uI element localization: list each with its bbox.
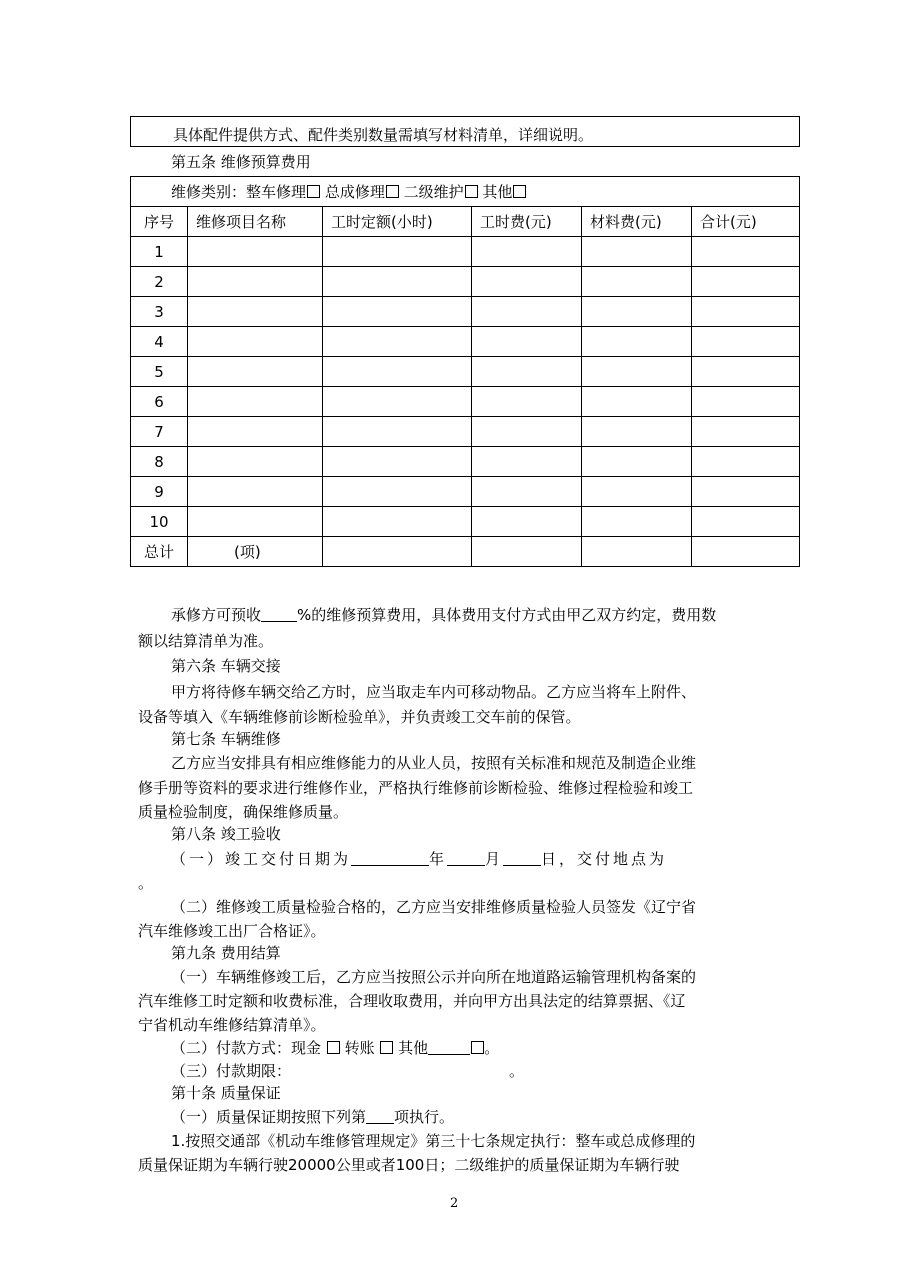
cell[interactable]	[692, 507, 800, 537]
cell[interactable]	[472, 507, 582, 537]
checkbox-secondary-maintenance[interactable]	[465, 185, 478, 198]
cell[interactable]	[582, 417, 692, 447]
row-number: 4	[131, 327, 188, 357]
cell[interactable]	[323, 537, 472, 567]
warranty-option-blank[interactable]	[366, 1109, 394, 1124]
cell[interactable]	[472, 477, 582, 507]
delivery-date-label: （一）竣工交付日期为	[171, 850, 352, 868]
row-number: 9	[131, 477, 188, 507]
checkbox-other[interactable]	[513, 185, 526, 198]
header-material-fee: 材料费(元)	[582, 207, 692, 237]
repair-category-label: 维修类别：	[171, 183, 247, 201]
cell[interactable]	[582, 537, 692, 567]
payment-term-label: （三）付款期限：	[171, 1062, 292, 1080]
cell[interactable]	[582, 477, 692, 507]
cell[interactable]	[188, 297, 323, 327]
table-row	[131, 237, 800, 267]
cell[interactable]	[692, 447, 800, 477]
article8-delivery-line	[171, 849, 803, 869]
total-row	[131, 537, 800, 567]
table-row	[131, 357, 800, 387]
cell[interactable]	[472, 327, 582, 357]
cell[interactable]	[323, 327, 472, 357]
cell[interactable]	[188, 237, 323, 267]
table-row	[131, 387, 800, 417]
article6-p2: 设备等填入《车辆维修前诊断检验单》，并负责竣工交车前的保管。	[138, 708, 581, 726]
cell[interactable]	[692, 417, 800, 447]
cell[interactable]	[472, 387, 582, 417]
header-seq: 序号	[131, 207, 188, 237]
article7-p3: 质量检验制度，确保维修质量。	[138, 803, 349, 821]
other-label: 其他	[398, 1039, 429, 1057]
prepay-text-a: 承修方可预收	[171, 606, 262, 624]
prepay-line-1	[171, 605, 803, 625]
article7-p2: 修手册等资料的要求进行维修作业，严格执行维修前诊断检验、维修过程检验和竣工	[138, 779, 694, 797]
article8-p2b: 汽车维修竣工出厂合格证》。	[138, 922, 326, 940]
day-location-label: 日，交付地点为	[541, 850, 668, 868]
warranty-option-end: 项执行。	[394, 1108, 455, 1126]
cell[interactable]	[472, 417, 582, 447]
cell[interactable]	[582, 267, 692, 297]
row-number: 6	[131, 387, 188, 417]
delivery-day-blank[interactable]	[503, 851, 541, 866]
cell[interactable]	[188, 267, 323, 297]
cell[interactable]	[692, 327, 800, 357]
payment-term-end: 。	[509, 1062, 525, 1080]
table-row	[131, 297, 800, 327]
payment-end: 。	[484, 1039, 500, 1057]
table-row	[131, 327, 800, 357]
cell[interactable]	[692, 477, 800, 507]
material-note-box	[130, 116, 800, 147]
cell[interactable]	[472, 357, 582, 387]
article7-p1: 乙方应当安排具有相应维修能力的从业人员，按照有关标准和规范及制造企业维	[171, 754, 697, 772]
checkbox-cash[interactable]	[327, 1041, 340, 1054]
checkbox-whole-vehicle[interactable]	[307, 185, 320, 198]
cell[interactable]	[472, 267, 582, 297]
cell[interactable]	[188, 387, 323, 417]
table-row	[131, 267, 800, 297]
cell[interactable]	[582, 297, 692, 327]
delivery-month-blank[interactable]	[447, 851, 485, 866]
cell[interactable]	[188, 327, 323, 357]
row-number: 1	[131, 237, 188, 267]
header-labor-hours: 工时定额(小时)	[323, 207, 472, 237]
checkbox-assembly[interactable]	[386, 185, 399, 198]
warranty-option-label: （一）质量保证期按照下列第	[171, 1108, 367, 1126]
table-row	[131, 447, 800, 477]
material-note-text: 具体配件提供方式、配件类别数量需填写材料清单，详细说明。	[173, 126, 594, 144]
payment-term-line	[171, 1061, 803, 1081]
budget-table	[130, 176, 800, 567]
total-label: 总计	[131, 537, 188, 567]
article9-p1b: 汽车维修工时定额和收费标准，合理收取费用，并向甲方出具法定的结算票据、《辽	[138, 992, 686, 1010]
row-number: 2	[131, 267, 188, 297]
article8-delivery-end: 。	[138, 874, 154, 892]
cash-label: 现金	[291, 1039, 322, 1057]
repair-category-row	[131, 177, 800, 207]
cell[interactable]	[472, 447, 582, 477]
article6-title: 第六条 车辆交接	[171, 657, 281, 675]
article10-title: 第十条 质量保证	[171, 1084, 281, 1102]
cell[interactable]	[582, 357, 692, 387]
checkbox-other-payment[interactable]	[471, 1041, 484, 1054]
checkbox-transfer[interactable]	[380, 1041, 393, 1054]
cell[interactable]	[323, 237, 472, 267]
row-number: 10	[131, 507, 188, 537]
cell[interactable]	[323, 447, 472, 477]
cell[interactable]	[582, 237, 692, 267]
article10-p2: 质量保证期为车辆行驶20000公里或者100日；二级维护的质量保证期为车辆行驶	[138, 1156, 680, 1174]
article9-title: 第九条 费用结算	[171, 944, 281, 962]
table-row	[131, 417, 800, 447]
prepay-line-2: 额以结算清单为准。	[138, 632, 274, 650]
article7-title: 第七条 车辆维修	[171, 730, 281, 748]
cell[interactable]	[188, 417, 323, 447]
transfer-label: 转账	[344, 1039, 375, 1057]
article10-p1: 1.按照交通部《机动车维修管理规定》第三十七条规定执行：整车或总成修理的	[171, 1132, 696, 1150]
cell[interactable]	[582, 327, 692, 357]
cell[interactable]	[582, 387, 692, 417]
warranty-option-line	[171, 1107, 803, 1127]
cell[interactable]	[692, 297, 800, 327]
article5-title: 第五条 维修预算费用	[171, 153, 311, 171]
article6-p1: 甲方将待修车辆交给乙方时，应当取走车内可移动物品。乙方应当将车上附件、	[171, 683, 697, 701]
header-labor-fee: 工时费(元)	[472, 207, 582, 237]
table-row	[131, 507, 800, 537]
payment-method-line	[171, 1038, 803, 1058]
cell[interactable]	[323, 417, 472, 447]
cell[interactable]	[692, 267, 800, 297]
row-number: 5	[131, 357, 188, 387]
year-label: 年	[429, 850, 448, 868]
cell[interactable]	[323, 267, 472, 297]
row-number: 8	[131, 447, 188, 477]
category-secondary-maintenance: 二级维护	[403, 183, 464, 201]
cell[interactable]	[692, 237, 800, 267]
cell[interactable]	[323, 507, 472, 537]
cell[interactable]	[692, 357, 800, 387]
cell[interactable]	[188, 357, 323, 387]
cell[interactable]	[582, 447, 692, 477]
payment-method-label: （二）付款方式：	[171, 1039, 292, 1057]
cell[interactable]	[472, 237, 582, 267]
cell[interactable]	[472, 297, 582, 327]
cell[interactable]	[323, 297, 472, 327]
category-other: 其他	[482, 183, 513, 201]
article9-p1c: 宁省机动车维修结算清单》。	[138, 1016, 326, 1034]
cell[interactable]	[188, 447, 323, 477]
other-payment-blank[interactable]	[428, 1040, 470, 1055]
header-total: 合计(元)	[692, 207, 800, 237]
cell[interactable]	[323, 477, 472, 507]
cell[interactable]	[472, 537, 582, 567]
cell[interactable]	[582, 507, 692, 537]
month-label: 月	[485, 850, 504, 868]
table-header-row	[131, 207, 800, 237]
cell[interactable]	[188, 477, 323, 507]
cell[interactable]	[323, 357, 472, 387]
category-assembly: 总成修理	[324, 183, 385, 201]
total-unit[interactable]: (项)	[188, 537, 323, 567]
cell[interactable]	[323, 387, 472, 417]
article8-p2a: （二）维修竣工质量检验合格的，乙方应当安排维修质量检验人员签发《辽宁省	[171, 898, 697, 916]
article9-p1a: （一）车辆维修竣工后，乙方应当按照公示并向所在地道路运输管理机构备案的	[171, 968, 697, 986]
delivery-year-blank[interactable]	[351, 851, 429, 866]
category-whole-vehicle: 整车修理	[246, 183, 307, 201]
row-number: 7	[131, 417, 188, 447]
cell[interactable]	[692, 537, 800, 567]
header-item-name: 维修项目名称	[188, 207, 323, 237]
cell[interactable]	[188, 507, 323, 537]
table-row	[131, 477, 800, 507]
page-number: 2	[450, 1196, 459, 1211]
prepay-text-b: %的维修预算费用，具体费用支付方式由甲乙双方约定，费用数	[297, 606, 717, 624]
prepay-percent-blank[interactable]	[261, 607, 297, 622]
row-number: 3	[131, 297, 188, 327]
cell[interactable]	[692, 387, 800, 417]
article8-title: 第八条 竣工验收	[171, 825, 281, 843]
